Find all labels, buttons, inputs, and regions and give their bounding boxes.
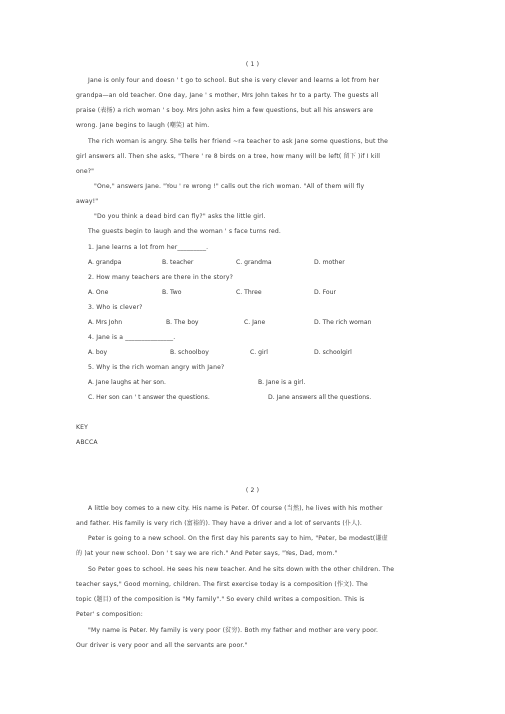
option: D. mother xyxy=(314,259,345,266)
option: A. One xyxy=(88,289,109,296)
passage-1-text-line: away!" xyxy=(76,198,99,205)
passage-1-heading: ( 1 ) xyxy=(245,61,260,68)
option: A. Mrs John xyxy=(88,319,123,326)
passage-2-text-line: Our driver is very poor and all the servants are poor." xyxy=(76,642,248,649)
answer-key-value: ABCCA xyxy=(76,439,98,446)
option: D. Four xyxy=(314,289,336,296)
passage-2-heading: ( 2 ) xyxy=(245,487,260,494)
passage-1-text-line: grandpa—an old teacher. One day, Jane ' s mother, Mrs John takes hr to a party. The guests all xyxy=(76,92,379,99)
question-2: 2. How many teachers are there in the story? xyxy=(88,274,234,281)
passage-1-text-line: "One," answers Jane. "You ' re wrong !" calls out the rich woman. "All of them will fly xyxy=(94,183,365,190)
passage-1-text-line: wrong. Jane begins to laugh (嘲笑) at him. xyxy=(76,122,210,129)
option: C. grandma xyxy=(236,259,272,266)
option: A. boy xyxy=(88,349,108,356)
passage-2-text-line: A little boy comes to a new city. His name is Peter. Of course (当然), he lives with his mother xyxy=(88,505,383,512)
answer-key-label: KEY xyxy=(76,424,89,431)
passage-2-text-line: Peter is going to a new school. On the first day his parents say to him, "Peter, be modest(谦虚 xyxy=(88,535,388,542)
option: C. girl xyxy=(250,349,268,356)
passage-2-text-line: "My name is Peter. My family is very poor (贫穷). Both my father and mother are very poor. xyxy=(88,627,379,634)
option: B. Jane is a girl. xyxy=(258,379,306,386)
passage-1-text-line: Jane is only four and doesn ' t go to school. But she is very clever and learns a lot from her xyxy=(88,77,380,84)
question-4: 4. Jane is a _______________. xyxy=(88,334,176,341)
passage-2-text-line: 的 )at your new school. Don ' t say we are rich." And Peter says, "Yes, Dad, mom." xyxy=(76,550,338,557)
option: D. schoolgirl xyxy=(314,349,352,356)
option: B. teacher xyxy=(162,259,194,266)
passage-2-text-line: and father. His family is very rich (富裕的). They have a driver and a lot of servants (仆人). xyxy=(76,520,362,527)
option: B. Two xyxy=(162,289,182,296)
option: A. grandpa xyxy=(88,259,122,266)
option: C. Jane xyxy=(244,319,266,326)
option: D. The rich woman xyxy=(314,319,372,326)
option: C. Three xyxy=(236,289,262,296)
passage-1-text-line: The rich woman is angry. She tells her friend ~ra teacher to ask Jane some questions, but the xyxy=(88,138,389,145)
passage-1-text-line: one?" xyxy=(76,168,95,175)
passage-1-text-line: "Do you think a dead bird can fly?" asks the little girl. xyxy=(94,213,266,220)
passage-2-text-line: So Peter goes to school. He sees his new teacher. And he sits down with the other children. The xyxy=(88,566,395,573)
option: D. Jane answers all the questions. xyxy=(268,394,372,401)
option: B. The boy xyxy=(166,319,199,326)
question-5: 5. Why is the rich woman angry with Jane? xyxy=(88,364,225,371)
option: B. schoolboy xyxy=(170,349,209,356)
passage-2-text-line: topic (题目) of the composition is "My family"." So every child writes a composition. This is xyxy=(76,596,365,603)
passage-1-text-line: praise (表扬) a rich woman ' s boy. Mrs John asks him a few questions, but all his answers are xyxy=(76,107,374,114)
option: C. Her son can ' t answer the questions. xyxy=(88,394,210,401)
passage-2-text-line: Peter' s composition: xyxy=(76,611,143,618)
question-1: 1. Jane learns a lot from her_________. xyxy=(88,244,209,251)
question-3: 3. Who is clever? xyxy=(88,304,143,311)
passage-2-text-line: teacher says," Good morning, children. The first exercise today is a composition (作文). The xyxy=(76,581,368,588)
passage-1-text-line: girl answers all. Then she asks, "There ' re 8 birds on a tree, how many will be left( 留下 )if I kill xyxy=(76,153,381,160)
passage-1-text-line: The guests begin to laugh and the woman ' s face turns red. xyxy=(88,228,281,235)
option: A. Jane laughs at her son. xyxy=(88,379,166,386)
